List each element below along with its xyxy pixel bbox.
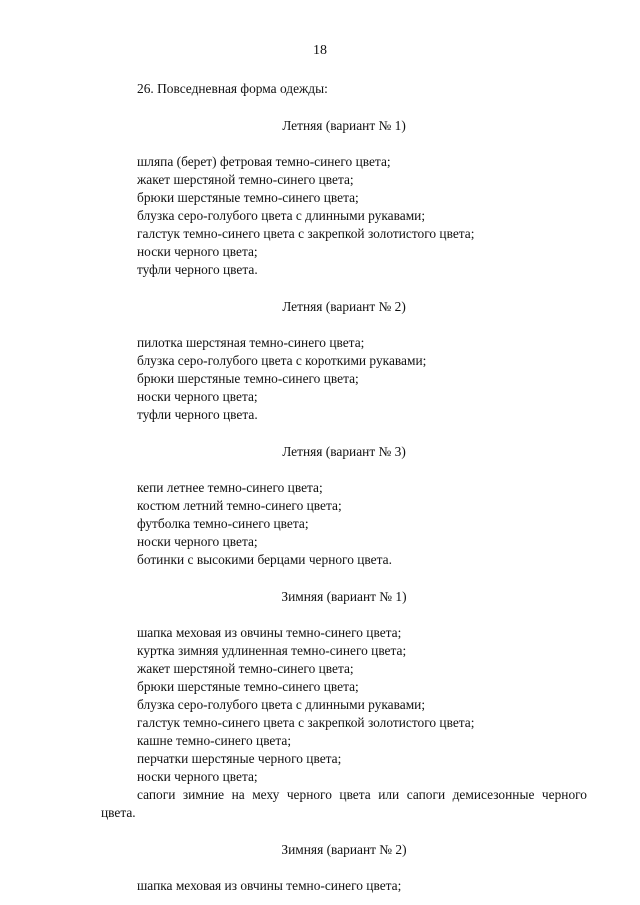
list-item: сапоги зимние на меху черного цвета или сапоги демисезонные черного цвета. [101,787,587,820]
document-body [101,80,587,895]
list-item: шляпа (берет) фетровая темно-синего цвета; [137,154,391,169]
list-item: шапка меховая из овчины темно-синего цвета; [137,625,402,640]
list-item: носки черного цвета; [137,534,258,549]
list-item: носки черного цвета; [137,769,258,784]
list-item: блузка серо-голубого цвета с короткими рукавами; [137,353,427,368]
section-title-summer-3: Летняя (вариант № 3) [282,444,406,459]
list-item: носки черного цвета; [137,244,258,259]
item-list-winter-2 [101,877,587,895]
list-item: брюки шерстяные темно-синего цвета; [137,679,359,694]
section-title-winter-1: Зимняя (вариант № 1) [281,589,407,604]
list-item: ботинки с высокими берцами черного цвета. [137,552,392,567]
list-item: туфли черного цвета. [137,407,258,422]
list-item: галстук темно-синего цвета с закрепкой золотистого цвета; [137,715,475,730]
section-title-summer-1: Летняя (вариант № 1) [282,118,406,133]
list-item: пилотка шерстяная темно-синего цвета; [137,335,365,350]
list-item: шапка меховая из овчины темно-синего цвета; [137,878,402,893]
list-item: перчатки шерстяные черного цвета; [137,751,342,766]
section-title-summer-2: Летняя (вариант № 2) [282,299,406,314]
item-list-summer-3 [101,479,587,569]
section-title-winter-2: Зимняя (вариант № 2) [281,842,407,857]
list-item: туфли черного цвета. [137,262,258,277]
page-number: 18 [313,43,327,58]
list-item: носки черного цвета; [137,389,258,404]
list-item: кепи летнее темно-синего цвета; [137,480,323,495]
list-item: жакет шерстяной темно-синего цвета; [137,172,354,187]
list-item: жакет шерстяной темно-синего цвета; [137,661,354,676]
item-list-winter-1 [101,624,587,822]
list-item: блузка серо-голубого цвета с длинными рукавами; [137,697,426,712]
list-item: костюм летний темно-синего цвета; [137,498,342,513]
list-item: блузка серо-голубого цвета с длинными рукавами; [137,208,426,223]
clause-heading: 26. Повседневная форма одежды: [137,81,328,96]
list-item: брюки шерстяные темно-синего цвета; [137,371,359,386]
list-item: футболка темно-синего цвета; [137,516,309,531]
list-item: галстук темно-синего цвета с закрепкой золотистого цвета; [137,226,475,241]
list-item: кашне темно-синего цвета; [137,733,292,748]
item-list-summer-2 [101,334,587,424]
list-item: брюки шерстяные темно-синего цвета; [137,190,359,205]
list-item: куртка зимняя удлиненная темно-синего цвета; [137,643,407,658]
item-list-summer-1 [101,153,587,279]
